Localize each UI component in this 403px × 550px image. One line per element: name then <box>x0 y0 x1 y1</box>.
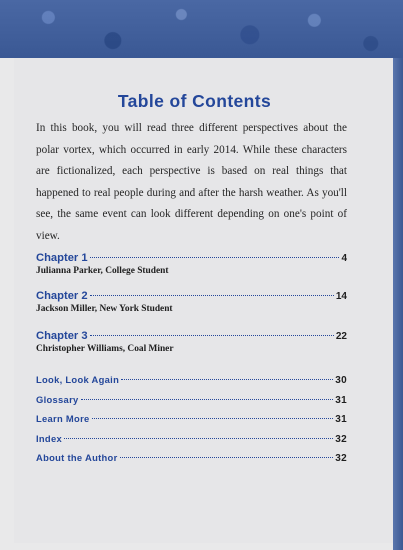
top-decorative-band <box>0 0 403 58</box>
toc-page-number: 31 <box>335 395 347 406</box>
toc-entry-title: Chapter 2 <box>36 290 88 302</box>
toc-entry-subtitle: Jackson Miller, New York Student <box>36 304 173 314</box>
toc-entry-title: Index <box>36 433 62 444</box>
toc-entry-title: About the Author <box>36 452 118 463</box>
toc-entry-glossary[interactable] <box>36 394 347 406</box>
dot-leader <box>90 295 334 296</box>
toc-entry-look-look-again[interactable] <box>36 374 347 386</box>
toc-page-number: 4 <box>341 253 347 264</box>
toc-entry-chapter-2[interactable] <box>36 290 347 314</box>
dot-leader <box>90 257 340 258</box>
dot-leader <box>121 379 333 380</box>
intro-paragraph: In this book, you will read three different perspectives about the polar vortex, which occurred in early 2014. While these characters are fictionalized, each perspective is based on real things that happened to real people during and after the harsh weather. As you'll see, the same event can look different depending on one's point of view. <box>36 122 347 242</box>
toc-page-number: 22 <box>335 331 347 342</box>
dot-leader <box>120 457 334 458</box>
dot-leader <box>92 418 334 419</box>
toc-entry-learn-more[interactable] <box>36 413 347 425</box>
dot-leader <box>81 399 334 400</box>
toc-page-number: 31 <box>335 414 347 425</box>
toc-entry-about-the-author[interactable] <box>36 452 347 464</box>
toc-entry-title: Glossary <box>36 394 79 405</box>
toc-entry-title: Look, Look Again <box>36 374 120 385</box>
toc-entry-subtitle: Christopher Williams, Coal Miner <box>36 344 174 354</box>
toc-entry-title: Chapter 1 <box>36 252 88 264</box>
toc-page-number: 32 <box>335 434 347 445</box>
right-decorative-band <box>393 58 403 550</box>
page-title: Table of Contents <box>117 91 272 111</box>
toc-entry-chapter-1[interactable] <box>36 252 347 276</box>
toc-page-number: 30 <box>335 375 347 386</box>
dot-leader <box>90 335 334 336</box>
toc-entry-index[interactable] <box>36 433 347 445</box>
toc-page-number: 14 <box>335 291 347 302</box>
toc-page-number: 32 <box>335 453 347 464</box>
toc-entry-title: Learn More <box>36 413 90 424</box>
dot-leader <box>64 438 333 439</box>
toc-entry-chapter-3[interactable] <box>36 330 347 354</box>
toc-entry-subtitle: Julianna Parker, College Student <box>36 266 169 276</box>
toc-entry-title: Chapter 3 <box>36 330 88 342</box>
